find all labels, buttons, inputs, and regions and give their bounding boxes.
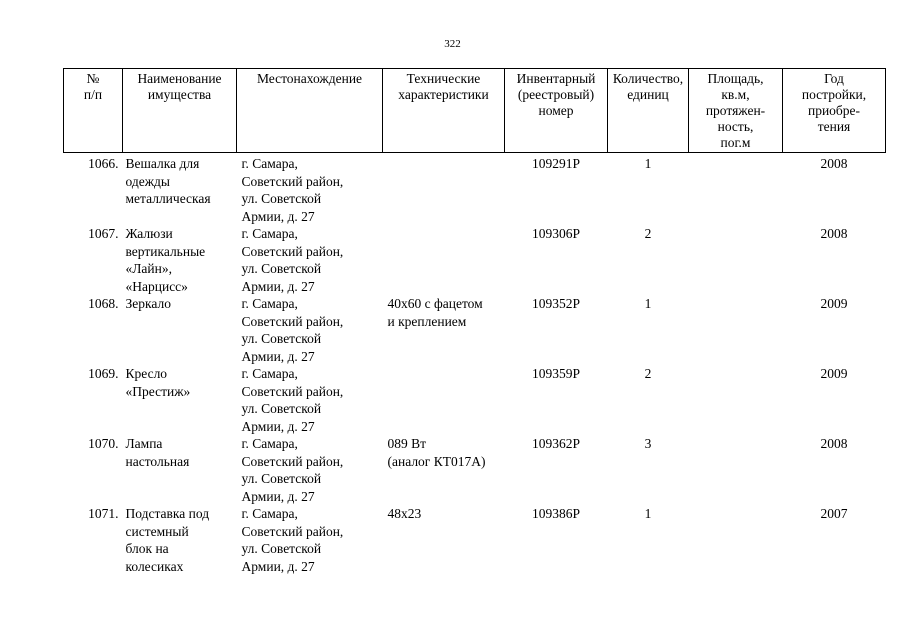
cell-year: 2008 xyxy=(820,226,848,241)
cell-tech: 089 Вт (аналог КТ017А) xyxy=(387,436,486,469)
cell-area xyxy=(689,295,783,365)
row-number: 1071. xyxy=(88,506,119,521)
cell-year: 2008 xyxy=(820,436,848,451)
cell-name: Лампа настольная xyxy=(125,436,190,469)
page-number: 322 xyxy=(444,38,461,50)
cell-area xyxy=(689,435,783,505)
row-number: 1068. xyxy=(88,296,119,311)
cell-quantity: 2 xyxy=(644,226,652,241)
cell-location: г. Самара, Советский район, ул. Советской Армии, д. 27 xyxy=(241,156,344,224)
cell-tech xyxy=(383,225,505,295)
table-row xyxy=(64,225,886,295)
row-number: 1070. xyxy=(88,436,119,451)
cell-tech xyxy=(383,365,505,435)
header-year: Год постройки, приобре- тения xyxy=(783,69,886,153)
cell-tech xyxy=(383,153,505,226)
table-header xyxy=(64,69,886,153)
table-row xyxy=(64,365,886,435)
cell-quantity: 2 xyxy=(644,366,652,381)
cell-inventory: 109291Р xyxy=(531,156,580,171)
cell-inventory: 109352Р xyxy=(531,296,580,311)
cell-quantity: 3 xyxy=(644,436,652,451)
cell-location: г. Самара, Советский район, ул. Советской Армии, д. 27 xyxy=(241,436,344,504)
cell-year: 2008 xyxy=(820,156,848,171)
header-number: № п/п xyxy=(64,69,123,153)
cell-year: 2009 xyxy=(820,366,848,381)
row-number: 1069. xyxy=(88,366,119,381)
cell-inventory: 109306Р xyxy=(531,226,580,241)
row-number: 1067. xyxy=(88,226,119,241)
cell-area xyxy=(689,505,783,575)
cell-inventory: 109386Р xyxy=(531,506,580,521)
cell-name: Вешалка для одежды металлическая xyxy=(125,156,211,206)
cell-area xyxy=(689,365,783,435)
table-row xyxy=(64,153,886,226)
cell-year: 2007 xyxy=(820,506,848,521)
row-number: 1066. xyxy=(88,156,119,171)
header-tech: Технические характеристики xyxy=(383,69,505,153)
cell-inventory: 109362Р xyxy=(531,436,580,451)
cell-tech: 40х60 с фацетом и креплением xyxy=(387,296,483,329)
property-registry-table xyxy=(63,68,886,575)
cell-quantity: 1 xyxy=(644,156,652,171)
cell-quantity: 1 xyxy=(644,296,652,311)
header-area: Площадь, кв.м, протяжен- ность, пог.м xyxy=(689,69,783,153)
header-quantity: Количество, единиц xyxy=(608,69,689,153)
cell-location: г. Самара, Советский район, ул. Советской Армии, д. 27 xyxy=(241,226,344,294)
table-row xyxy=(64,435,886,505)
header-row xyxy=(64,69,886,153)
cell-name: Кресло «Престиж» xyxy=(125,366,191,399)
cell-name: Зеркало xyxy=(125,296,171,311)
cell-name: Подставка под системный блок на колесиках xyxy=(125,506,210,574)
cell-location: г. Самара, Советский район, ул. Советской Армии, д. 27 xyxy=(241,366,344,434)
table-row xyxy=(64,295,886,365)
header-location: Местонахождение xyxy=(237,69,383,153)
cell-quantity: 1 xyxy=(644,506,652,521)
cell-location: г. Самара, Советский район, ул. Советской Армии, д. 27 xyxy=(241,506,344,574)
table-body xyxy=(64,153,886,576)
header-name: Наименование имущества xyxy=(123,69,237,153)
cell-location: г. Самара, Советский район, ул. Советской Армии, д. 27 xyxy=(241,296,344,364)
table-row xyxy=(64,505,886,575)
cell-name: Жалюзи вертикальные «Лайн», «Нарцисс» xyxy=(125,226,206,294)
cell-area xyxy=(689,225,783,295)
header-inventory: Инвентарный (реестровый) номер xyxy=(505,69,608,153)
cell-tech: 48х23 xyxy=(387,506,422,521)
cell-area xyxy=(689,153,783,226)
cell-inventory: 109359Р xyxy=(531,366,580,381)
cell-year: 2009 xyxy=(820,296,848,311)
